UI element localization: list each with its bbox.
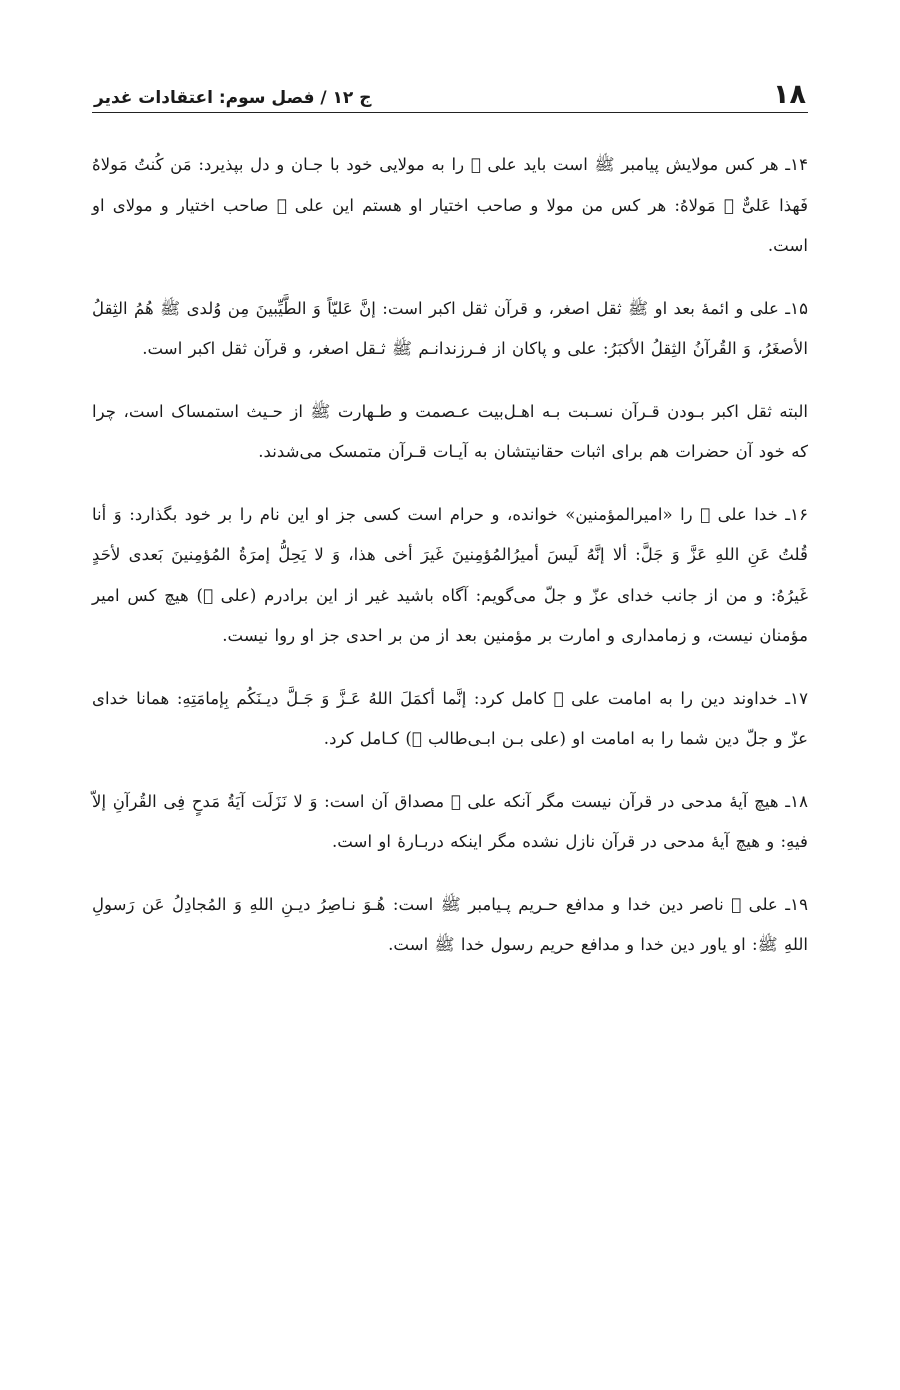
document-page <box>92 58 808 966</box>
page-header <box>92 58 808 113</box>
paragraph-16: ۱۶ـ خدا علی ﷣ را «امیرالمؤمنین» خوانده، و حرام است کسی جز او این نام را بر خود بگذارد: وَ أنا قُلتُ عَنِ اللهِ عَزَّ وَ جَلَّ: ألا إنَّهُ لَیسَ أمیرُالمُؤمِنینَ غَیرَ أخی هذا، وَ لا یَحِلُّ إمرَةُ المُؤمِنینَ بَعدی لأحَدٍ غَیرُهُ: و من از جانب خدای عزّ و جلّ می‌گویم: آگاه باشید غیر از این برادرم (علی ﷣) هیچ کس امیر مؤمنان نیست، و زمامداری و امارت بر مؤمنین بعد از من بر احدی جز او روا نیست. <box>92 504 808 645</box>
paragraph-15: ۱۵ـ علی و ائمهٔ بعد او ﷺ ثقل اصغر، و قرآن ثقل اکبر است: إنَّ عَلیّاً وَ الطَّیِّبینَ مِن وُلدی ﷺ هُمُ الثِقلُ الأصغَرُ، وَ القُرآنُ الثِقلُ الأکبَرُ: علی و پاکان از فـرزندانـم ﷺ ثـقل اصغر، و قرآن ثقل اکبر است. <box>92 298 808 358</box>
page-number: ۱۸ <box>773 79 806 110</box>
paragraph-19: ۱۹ـ علی ﷣ ناصر دین خدا و مدافع حـریم پـیامبر ﷺ است: هُـوَ نـاصِرُ دیـنِ اللهِ وَ المُجادِلُ عَن رَسولِ اللهِ ﷺ: او یاور دین خدا و مدافع حریم رسول خدا ﷺ است. <box>92 894 808 954</box>
running-title: ج ۱۲ / فصل سوم: اعتقادات غدیر <box>94 87 372 108</box>
paragraph-note: البته ثقل اکبر بـودن قـرآن نسـبت بـه اهـل‌بیت عـصمت و طـهارت ﷺ از حـیث استمساک است، چرا که خود آن حضرات هم برای اثبات حقانیتشان به آیـات قـرآن متمسک می‌شدند. <box>92 401 808 461</box>
paragraph-14: ۱۴ـ هر کس مولایش پیامبر ﷺ است باید علی ﷣ را به مولایی خود با جـان و دل بپذیرد: مَن کُنتُ مَولاهُ فَهذا عَلیٌّ ﷣ مَولاهُ: هر کس من مولا و صاحب اختیار او هستم این علی ﷣ صاحب اختیار و مولای او است. <box>92 155 808 255</box>
page-body <box>92 145 808 966</box>
paragraph-17: ۱۷ـ خداوند دین را به امامت علی ﷣ کامل کرد: إنَّما أکمَلَ اللهُ عَـزَّ وَ جَـلَّ دیـنَکُم بِإمامَتِهِ: همانا خدای عزّ و جلّ دین شما را به امامت او (علی بـن ابـی‌طالب ﷣) کـامل کرد. <box>92 688 808 748</box>
paragraph-18: ۱۸ـ هیچ آیهٔ مدحی در قرآن نیست مگر آنکه علی ﷣ مصداق آن است: وَ لا نَزَلَت آیَةُ مَدحٍ فِی القُرآنِ إلاّ فیهِ: و هیچ آیهٔ مدحی در قرآن نازل نشده مگر اینکه دربـارهٔ او است. <box>92 791 808 851</box>
